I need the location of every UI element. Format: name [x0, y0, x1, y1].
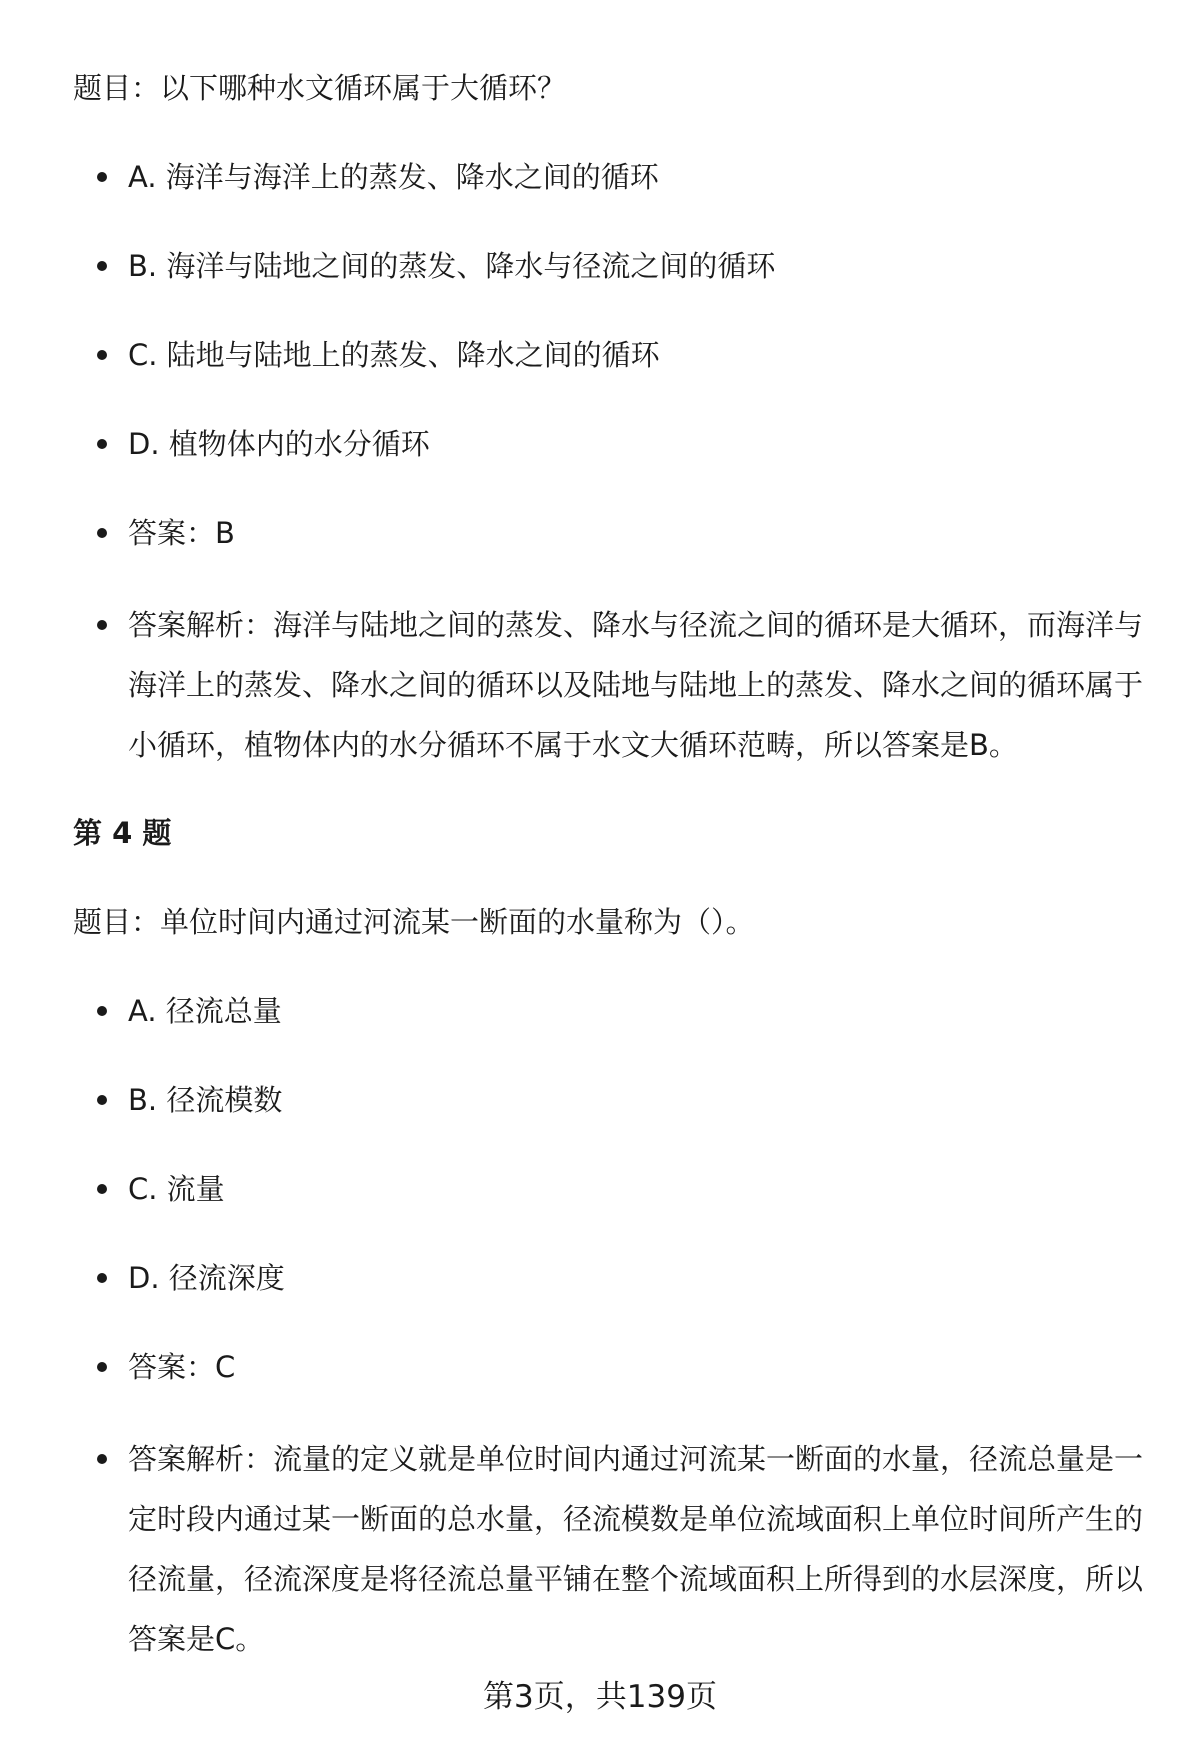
question-text: 题目：单位时间内通过河流某一断面的水量称为（）。 — [73, 905, 755, 939]
answer — [97, 1347, 1147, 1387]
answer-text: 答案：B — [128, 516, 235, 550]
question-heading: 第 4 题 — [73, 816, 172, 850]
option-text: A. 海洋与海洋上的蒸发、降水之间的循环 — [128, 160, 659, 194]
option-d — [97, 1258, 1147, 1298]
bullet-icon — [97, 1362, 107, 1372]
option-text: D. 植物体内的水分循环 — [128, 427, 430, 461]
option-text: A. 径流总量 — [128, 994, 282, 1028]
option-b — [97, 246, 1147, 286]
option-c — [97, 1169, 1147, 1209]
bullet-icon — [97, 172, 107, 182]
option-a — [97, 991, 1147, 1031]
question-text: 题目：以下哪种水文循环属于大循环？ — [73, 71, 567, 105]
option-c — [97, 335, 1147, 375]
bullet-icon — [97, 1184, 107, 1194]
answer-text: 答案：C — [128, 1350, 236, 1384]
bullet-icon — [97, 528, 107, 538]
bullet-icon — [97, 350, 107, 360]
page-number: 第3页，共139页 — [483, 1679, 717, 1715]
option-a — [97, 157, 1147, 197]
option-d — [97, 424, 1147, 464]
option-text: B. 海洋与陆地之间的蒸发、降水与径流之间的循环 — [128, 249, 776, 283]
answer — [97, 513, 1147, 553]
bullet-icon — [97, 1273, 107, 1283]
option-text: C. 流量 — [128, 1172, 225, 1206]
option-text: D. 径流深度 — [128, 1261, 285, 1295]
bullet-icon — [97, 1006, 107, 1016]
answer-analysis — [97, 1429, 1147, 1669]
option-text: B. 径流模数 — [128, 1083, 283, 1117]
bullet-icon — [97, 1095, 107, 1105]
bullet-icon — [97, 261, 107, 271]
bullet-icon — [97, 620, 107, 630]
answer-analysis — [97, 595, 1147, 775]
analysis-text: 答案解析：海洋与陆地之间的蒸发、降水与径流之间的循环是大循环，而海洋与海洋上的蒸发、降水之间的循环以及陆地与陆地上的蒸发、降水之间的循环属于小循环，植物体内的水分循环不属于水文大循环范畴，所以答案是B。 — [128, 608, 1144, 762]
option-text: C. 陆地与陆地上的蒸发、降水之间的循环 — [128, 338, 660, 372]
analysis-text: 答案解析：流量的定义就是单位时间内通过河流某一断面的水量，径流总量是一定时段内通过某一断面的总水量，径流模数是单位流域面积上单位时间所产生的径流量，径流深度是将径流总量平铺在整个流域面积上所得到的水层深度，所以答案是C。 — [128, 1442, 1144, 1656]
bullet-icon — [97, 439, 107, 449]
option-b — [97, 1080, 1147, 1120]
bullet-icon — [97, 1454, 107, 1464]
